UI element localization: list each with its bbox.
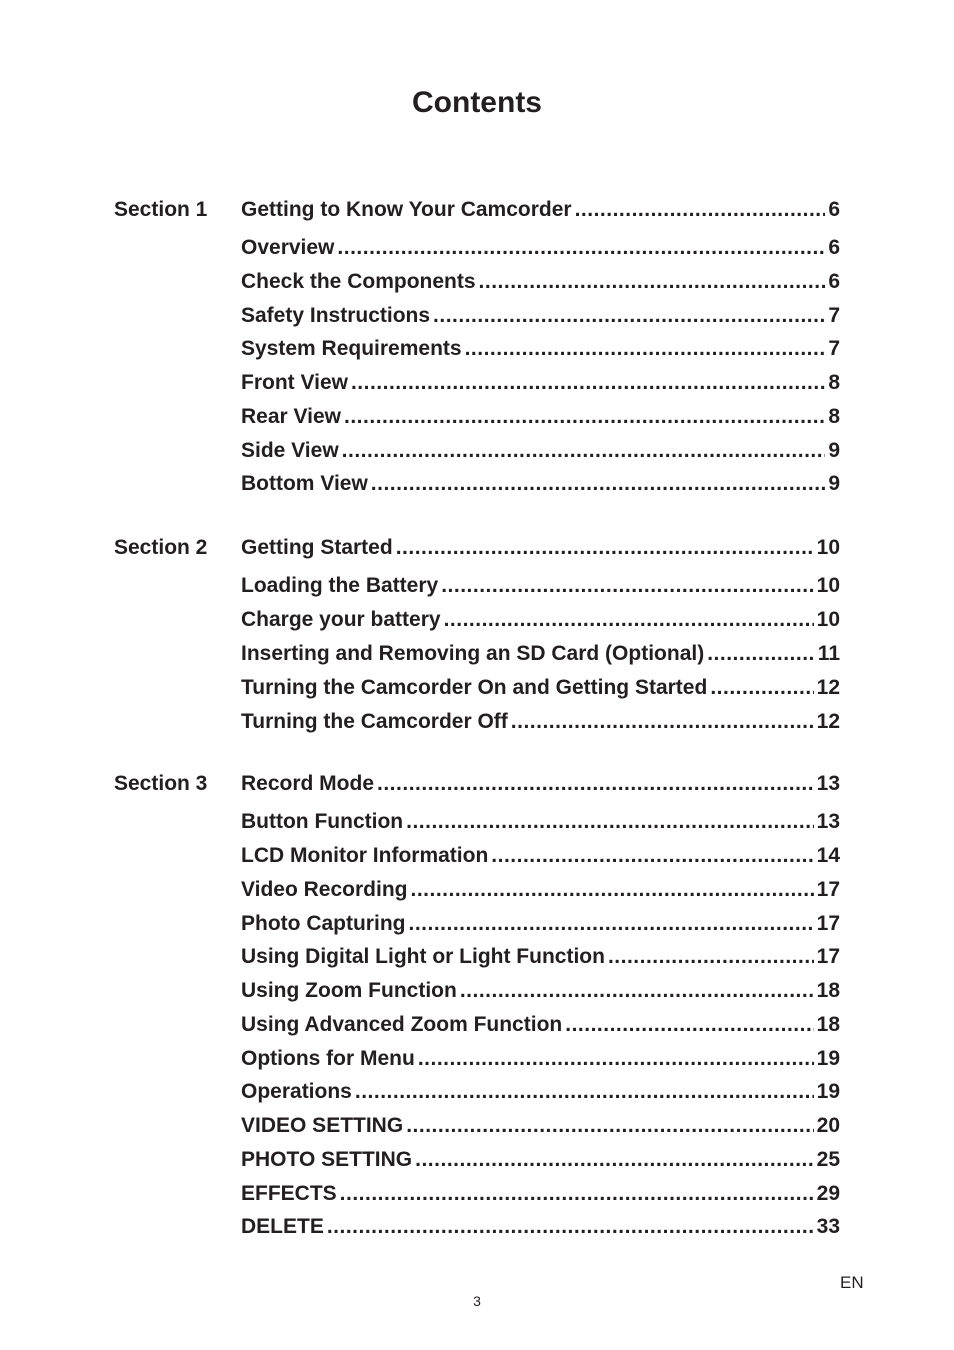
toc-entry-title: Safety Instructions	[241, 304, 431, 327]
toc-entry-page: 6	[828, 236, 840, 259]
dot-leader	[327, 1214, 814, 1240]
toc-entry-page: 33	[816, 1215, 840, 1238]
toc-entry-title: EFFECTS	[241, 1182, 337, 1205]
toc-entry-page: 11	[817, 642, 840, 665]
toc-entry-page: 25	[816, 1148, 840, 1171]
toc-entry[interactable]	[241, 303, 840, 329]
toc-entry-page: 8	[828, 371, 840, 394]
toc-entry-title: Check the Components	[241, 270, 476, 293]
toc-entry-page: 10	[816, 608, 840, 631]
toc-entry-title: Inserting and Removing an SD Card (Optional)	[241, 642, 705, 665]
toc-entry-page: 17	[816, 878, 840, 901]
toc-entry-page: 18	[816, 979, 840, 1002]
toc-entry-title: Getting Started	[241, 536, 393, 559]
toc-entry-title: Record Mode	[241, 772, 375, 795]
page-title: Contents	[412, 86, 542, 119]
page-number: 3	[473, 1293, 481, 1309]
toc-entry-title: Using Advanced Zoom Function	[241, 1013, 563, 1036]
toc-entry[interactable]	[241, 675, 840, 701]
section-label: Section 1	[114, 198, 208, 221]
toc-entry-title: Using Digital Light or Light Function	[241, 945, 605, 968]
toc-entry[interactable]	[241, 607, 840, 633]
toc-entry-title: Bottom View	[241, 472, 368, 495]
toc-entry-title: Video Recording	[241, 878, 408, 901]
dot-leader	[710, 675, 813, 701]
dot-leader	[511, 709, 814, 735]
dot-leader	[491, 843, 813, 869]
toc-entry-page: 17	[816, 945, 840, 968]
toc-entry[interactable]	[241, 771, 840, 797]
toc-entry-title: Front View	[241, 371, 348, 394]
toc-entry-page: 10	[816, 574, 840, 597]
dot-leader	[415, 1147, 814, 1173]
toc-entry-page: 8	[828, 405, 840, 428]
toc-entry-title: Side View	[241, 439, 339, 462]
toc-entry-title: Rear View	[241, 405, 342, 428]
toc-entry[interactable]	[241, 471, 840, 497]
toc-entry-title: LCD Monitor Information	[241, 844, 489, 867]
toc-entry[interactable]	[241, 438, 840, 464]
toc-entry-page: 6	[828, 270, 840, 293]
dot-leader	[707, 641, 815, 667]
dot-leader	[377, 771, 814, 797]
dot-leader	[479, 269, 826, 295]
toc-entry-title: System Requirements	[241, 337, 462, 360]
toc-entry[interactable]	[241, 1214, 840, 1240]
toc-entry-page: 19	[816, 1047, 840, 1070]
dot-leader	[337, 235, 825, 261]
toc-entry-page: 17	[816, 912, 840, 935]
dot-leader	[608, 944, 814, 970]
dot-leader	[565, 1012, 813, 1038]
toc-entry[interactable]	[241, 911, 840, 937]
language-code: EN	[840, 1273, 864, 1292]
toc-entry-title: Charge your battery	[241, 608, 441, 631]
toc-entry[interactable]	[241, 877, 840, 903]
dot-leader	[396, 535, 814, 561]
toc-entry-page: 29	[816, 1182, 840, 1205]
toc-entry-title: Using Zoom Function	[241, 979, 457, 1002]
section-label: Section 3	[114, 772, 208, 795]
toc-entry-page: 20	[816, 1114, 840, 1137]
toc-entry[interactable]	[241, 944, 840, 970]
dot-leader	[441, 573, 813, 599]
dot-leader	[465, 336, 826, 362]
toc-entry-title: Loading the Battery	[241, 574, 439, 597]
toc-entry[interactable]	[241, 197, 840, 223]
toc-entry-page: 10	[816, 536, 840, 559]
toc-entry-page: 6	[828, 198, 840, 221]
dot-leader	[371, 471, 826, 497]
dot-leader	[410, 877, 813, 903]
toc-entry-page: 7	[828, 337, 840, 360]
toc-entry-page: 12	[816, 710, 840, 733]
toc-entry-title: PHOTO SETTING	[241, 1148, 413, 1171]
toc-entry-title: VIDEO SETTING	[241, 1114, 404, 1137]
dot-leader	[344, 404, 825, 430]
dot-leader	[406, 809, 814, 835]
toc-entry[interactable]	[241, 1046, 840, 1072]
toc-entry[interactable]	[241, 1079, 840, 1105]
toc-entry-title: Turning the Camcorder On and Getting Started	[241, 676, 708, 699]
toc-entry[interactable]	[241, 573, 840, 599]
toc-entry-page: 19	[816, 1080, 840, 1103]
toc-entry[interactable]	[241, 404, 840, 430]
toc-entry[interactable]	[241, 1147, 840, 1173]
toc-entry-title: DELETE	[241, 1215, 324, 1238]
toc-entry[interactable]	[241, 535, 840, 561]
dot-leader	[355, 1079, 814, 1105]
toc-entry-page: 9	[828, 472, 840, 495]
dot-leader	[406, 1113, 813, 1139]
dot-leader	[418, 1046, 814, 1072]
toc-entry-page: 12	[816, 676, 840, 699]
toc-entry-title: Operations	[241, 1080, 352, 1103]
toc-entry-title: Options for Menu	[241, 1047, 415, 1070]
dot-leader	[340, 1181, 814, 1207]
toc-entry-title: Turning the Camcorder Off	[241, 710, 508, 733]
toc-entry-title: Getting to Know Your Camcorder	[241, 198, 572, 221]
toc-entry[interactable]	[241, 1181, 840, 1207]
toc-entry-title: Overview	[241, 236, 335, 259]
toc-entry[interactable]	[241, 269, 840, 295]
toc-entry[interactable]	[241, 843, 840, 869]
dot-leader	[460, 978, 814, 1004]
toc-entry-page: 9	[828, 439, 840, 462]
toc-entry-page: 7	[828, 304, 840, 327]
dot-leader	[433, 303, 825, 329]
toc-entry-title: Button Function	[241, 810, 404, 833]
toc-entry[interactable]	[241, 370, 840, 396]
toc-entry[interactable]	[241, 641, 840, 667]
toc-entry-title: Photo Capturing	[241, 912, 406, 935]
dot-leader	[444, 607, 814, 633]
dot-leader	[351, 370, 825, 396]
toc-entry[interactable]	[241, 1012, 840, 1038]
toc-entry[interactable]	[241, 336, 840, 362]
toc-entry-page: 18	[816, 1013, 840, 1036]
toc-entry[interactable]	[241, 235, 840, 261]
dot-leader	[575, 197, 826, 223]
toc-entry-page: 13	[816, 810, 840, 833]
toc-entry[interactable]	[241, 709, 840, 735]
toc-entry-page: 13	[816, 772, 840, 795]
dot-leader	[342, 438, 826, 464]
toc-entry[interactable]	[241, 809, 840, 835]
section-label: Section 2	[114, 536, 208, 559]
toc-entry-page: 14	[816, 844, 840, 867]
toc-entry[interactable]	[241, 1113, 840, 1139]
toc-entry[interactable]	[241, 978, 840, 1004]
dot-leader	[408, 911, 813, 937]
